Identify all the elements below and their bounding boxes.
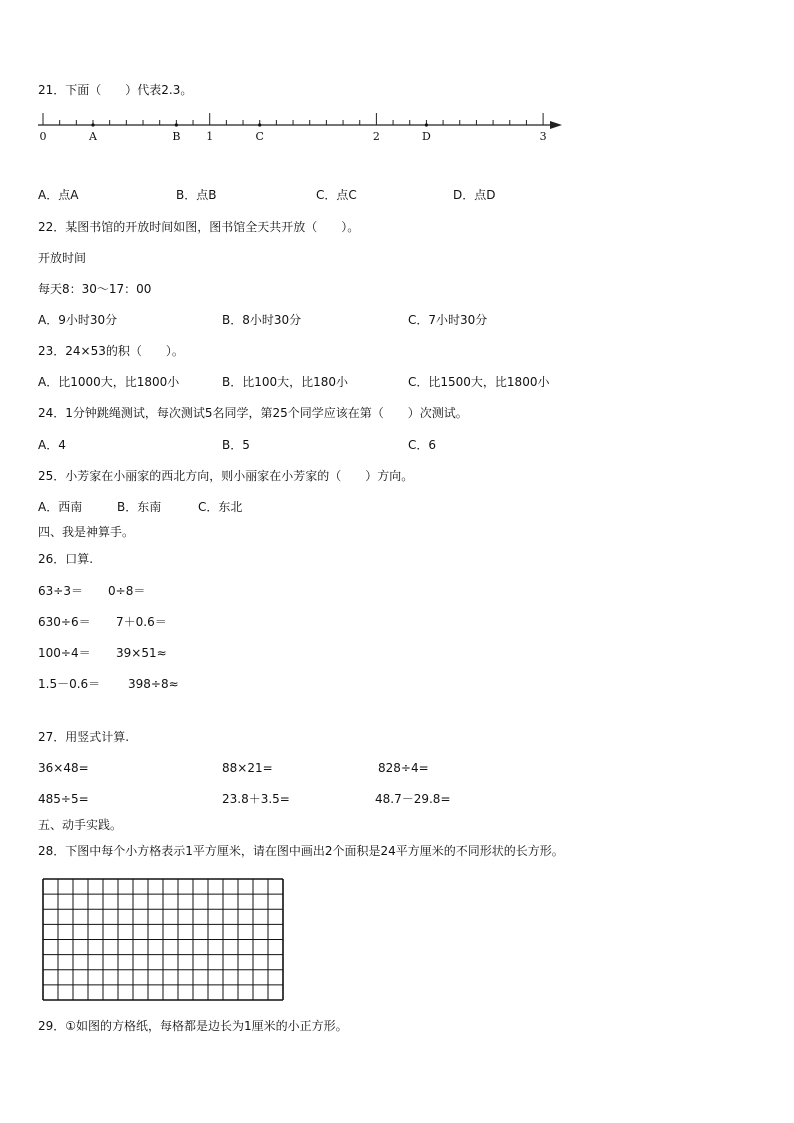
section-5-heading: 五、动手实践。 (38, 818, 123, 832)
number-line-point-label: A (89, 130, 97, 143)
q21-option-a[interactable]: A．点A (38, 188, 79, 202)
q26-item: 398÷8≈ (128, 677, 179, 691)
square-grid[interactable] (42, 878, 284, 1001)
q23-option-c[interactable]: C．比1500大，比1800小 (408, 375, 550, 389)
q22-option-a[interactable]: A．9小时30分 (38, 313, 118, 327)
q26-item: 63÷3＝ (38, 584, 83, 598)
q26-item: 0÷8＝ (108, 584, 146, 598)
number-line-point (91, 123, 94, 126)
number-line-tick-label: 0 (39, 130, 47, 143)
q24-option-c[interactable]: C．6 (408, 438, 437, 452)
q27-item: 828÷4= (378, 761, 429, 775)
q25-stem: 25．小芳家在小丽家的西北方向，则小丽家在小芳家的（ ）方向。 (38, 469, 414, 483)
q26-stem: 26．口算. (38, 552, 94, 566)
q22-stem: 22．某图书馆的开放时间如图，图书馆全天共开放（ ）。 (38, 220, 360, 234)
q24-option-a[interactable]: A．4 (38, 438, 66, 452)
number-line-point (175, 123, 178, 126)
q21-option-b[interactable]: B．点B (176, 188, 217, 202)
q22-option-c[interactable]: C．7小时30分 (408, 313, 488, 327)
q28-stem: 28．下图中每个小方格表示1平方厘米，请在图中画出2个面积是24平方厘米的不同形状的长方形。 (38, 844, 564, 858)
q21-option-c[interactable]: C．点C (316, 188, 357, 202)
q27-item: 88×21= (222, 761, 273, 775)
q24-stem: 24．1分钟跳绳测试，每次测试5名同学，第25个同学应该在第（ ）次测试。 (38, 406, 468, 420)
number-line-point-label: B (172, 130, 181, 143)
q29-stem: 29．①如图的方格纸，每格都是边长为1厘米的小正方形。 (38, 1019, 348, 1033)
q26-item: 7＋0.6＝ (116, 615, 167, 629)
q25-option-a[interactable]: A．西南 (38, 500, 83, 514)
q25-option-b[interactable]: B．东南 (117, 500, 162, 514)
q27-item: 485÷5= (38, 792, 89, 806)
q25-option-c[interactable]: C．东北 (198, 500, 243, 514)
q27-item: 36×48= (38, 761, 89, 775)
q22-sign-hours: 每天8：30～17：00 (38, 282, 152, 296)
number-line-tick-label: 1 (206, 130, 214, 143)
section-4-heading: 四、我是神算手。 (38, 525, 135, 539)
q23-option-a[interactable]: A．比1000大，比1800小 (38, 375, 180, 389)
q22-sign-title: 开放时间 (38, 251, 87, 265)
arrow-right-icon (550, 121, 562, 129)
q23-option-b[interactable]: B．比100大，比180小 (222, 375, 349, 389)
q21-stem: 21．下面（ ）代表2.3。 (38, 83, 193, 97)
q22-option-b[interactable]: B．8小时30分 (222, 313, 302, 327)
q26-item: 630÷6＝ (38, 615, 91, 629)
number-line-point-label: C (255, 130, 264, 143)
number-line-tick-label: 3 (539, 130, 547, 143)
q26-item: 39×51≈ (116, 646, 167, 660)
number-line-point-label: D (421, 130, 431, 143)
number-line (34, 108, 568, 144)
q27-item: 23.8＋3.5= (222, 792, 290, 806)
q26-item: 100÷4＝ (38, 646, 91, 660)
number-line-point (258, 123, 261, 126)
q23-stem: 23．24×53的积（ ）。 (38, 344, 184, 358)
q24-option-b[interactable]: B．5 (222, 438, 250, 452)
q21-option-d[interactable]: D．点D (453, 188, 496, 202)
number-line-point (425, 123, 428, 126)
q27-stem: 27．用竖式计算. (38, 730, 130, 744)
number-line-tick-label: 2 (372, 130, 380, 143)
q27-item: 48.7－29.8= (375, 792, 451, 806)
q26-item: 1.5－0.6＝ (38, 677, 101, 691)
